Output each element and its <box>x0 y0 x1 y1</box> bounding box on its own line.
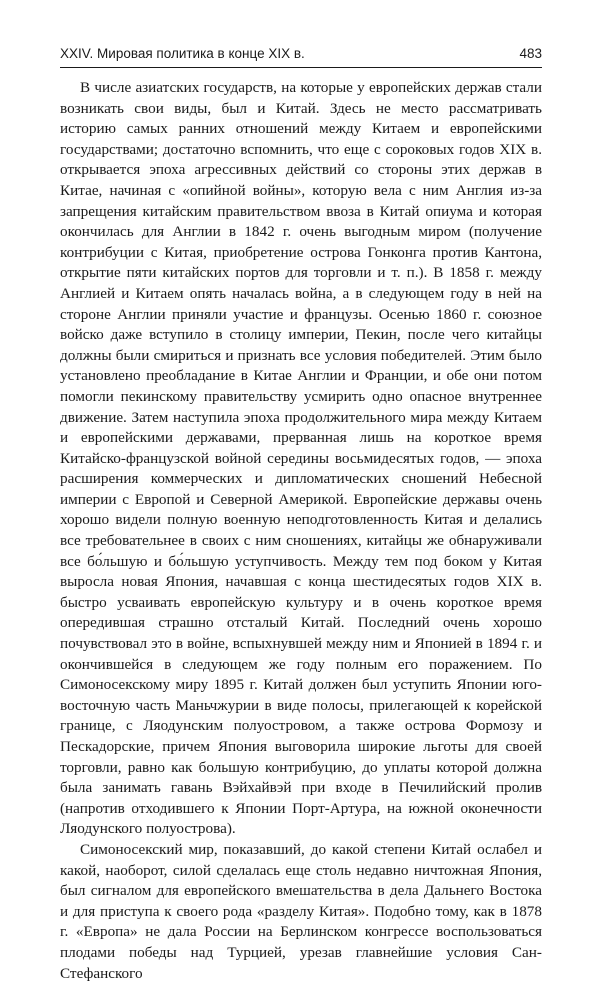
running-title: XXIV. Мировая политика в конце XIX в. <box>60 46 305 61</box>
body-text <box>60 78 542 984</box>
page-number: 483 <box>519 46 542 61</box>
header-rule <box>60 67 542 68</box>
paragraph-1: В числе азиатских государств, на которые у европейских держав стали возникать свои виды, был и Китай. Здесь не место рассматривать историю самых ранних отношений между Китаем и европейскими государствами; достаточно вспомнить, что еще с сороковых годов XIX в. открывается эпоха агрессивных действий со стороны этих держав в Китае, начиная с «опийной войны», которую вела с ним Англия из-за запрещения китайским правительством ввоза в Китай опиума и которая окончилась для Англии в 1842 г. очень выгодным миром (получение контрибуции с Китая, приобретение острова Гонконга против Кантона, открытие пяти китайских портов для торговли и т. п.). В 1858 г. между Англией и Китаем опять началась война, а в следующем году в ней на стороне Англии приняли участие и французы. Осенью 1860 г. союзное войско даже вступило в столицу империи, Пекин, после чего китайцы должны были смириться и признать все условия победителей. Этим было установлено преобладание в Китае Англии и Франции, и обе они потом помогли пекинскому правительству усмирить одно опасное внутреннее движение. Затем наступила эпоха продолжительного мира между Китаем и европейскими державами, прерванная лишь на короткое время Китайско-французской войной середины восьмидесятых годов, — эпоха расширения коммерческих и дипломатических сношений Небесной империи с Европой и Северной Америкой. Европейские державы очень хорошо видели полную военную неподготовленность Китая и делались все требовательнее в своих с ним сношениях, китайцы же обнаруживали все бо́льшую и бо́льшую уступчивость. Между тем под боком у Китая выросла новая Япония, начавшая с конца шестидесятых годов XIX в. быстро усваивать европейскую культуру и в очень короткое время опередившая страшно отсталый Китай. Последний очень хорошо почувствовал это в войне, вспыхнувшей между ним и Японией в 1894 г. и окончившейся в следующем же году полным его поражением. По Симоносекскому миру 1895 г. Китай должен был уступить Японии юго-восточную часть Маньчжурии в виде полосы, прилегающей к корейской границе, с Ляодунским полуостровом, а также острова Формозу и Пескадорские, причем Япония выговорила широкие льготы для своей торговли, равно как большую контрибуцию, до уплаты которой должна была занимать гавань Вэйхайвэй при входе в Печилийский пролив (напротив отходившего к Японии Порт-Артура, на южной оконечности Ляодунского полуострова). <box>60 79 542 838</box>
running-head <box>60 46 542 68</box>
paragraph-2: Симоносекский мир, показавший, до какой степени Китай ослабел и какой, наоборот, силой сделалась еще столь недавно ничтожная Япония, был сигналом для европейского вмешательства в дела Дальнего Востока и для приступа к своего рода «разделу Китая». Подобно тому, как в 1878 г. «Европа» не дала России на Берлинском конгрессе воспользоваться плодами победы над Турцией, урезав главнейшие условия Сан-Стефанского <box>60 840 542 982</box>
